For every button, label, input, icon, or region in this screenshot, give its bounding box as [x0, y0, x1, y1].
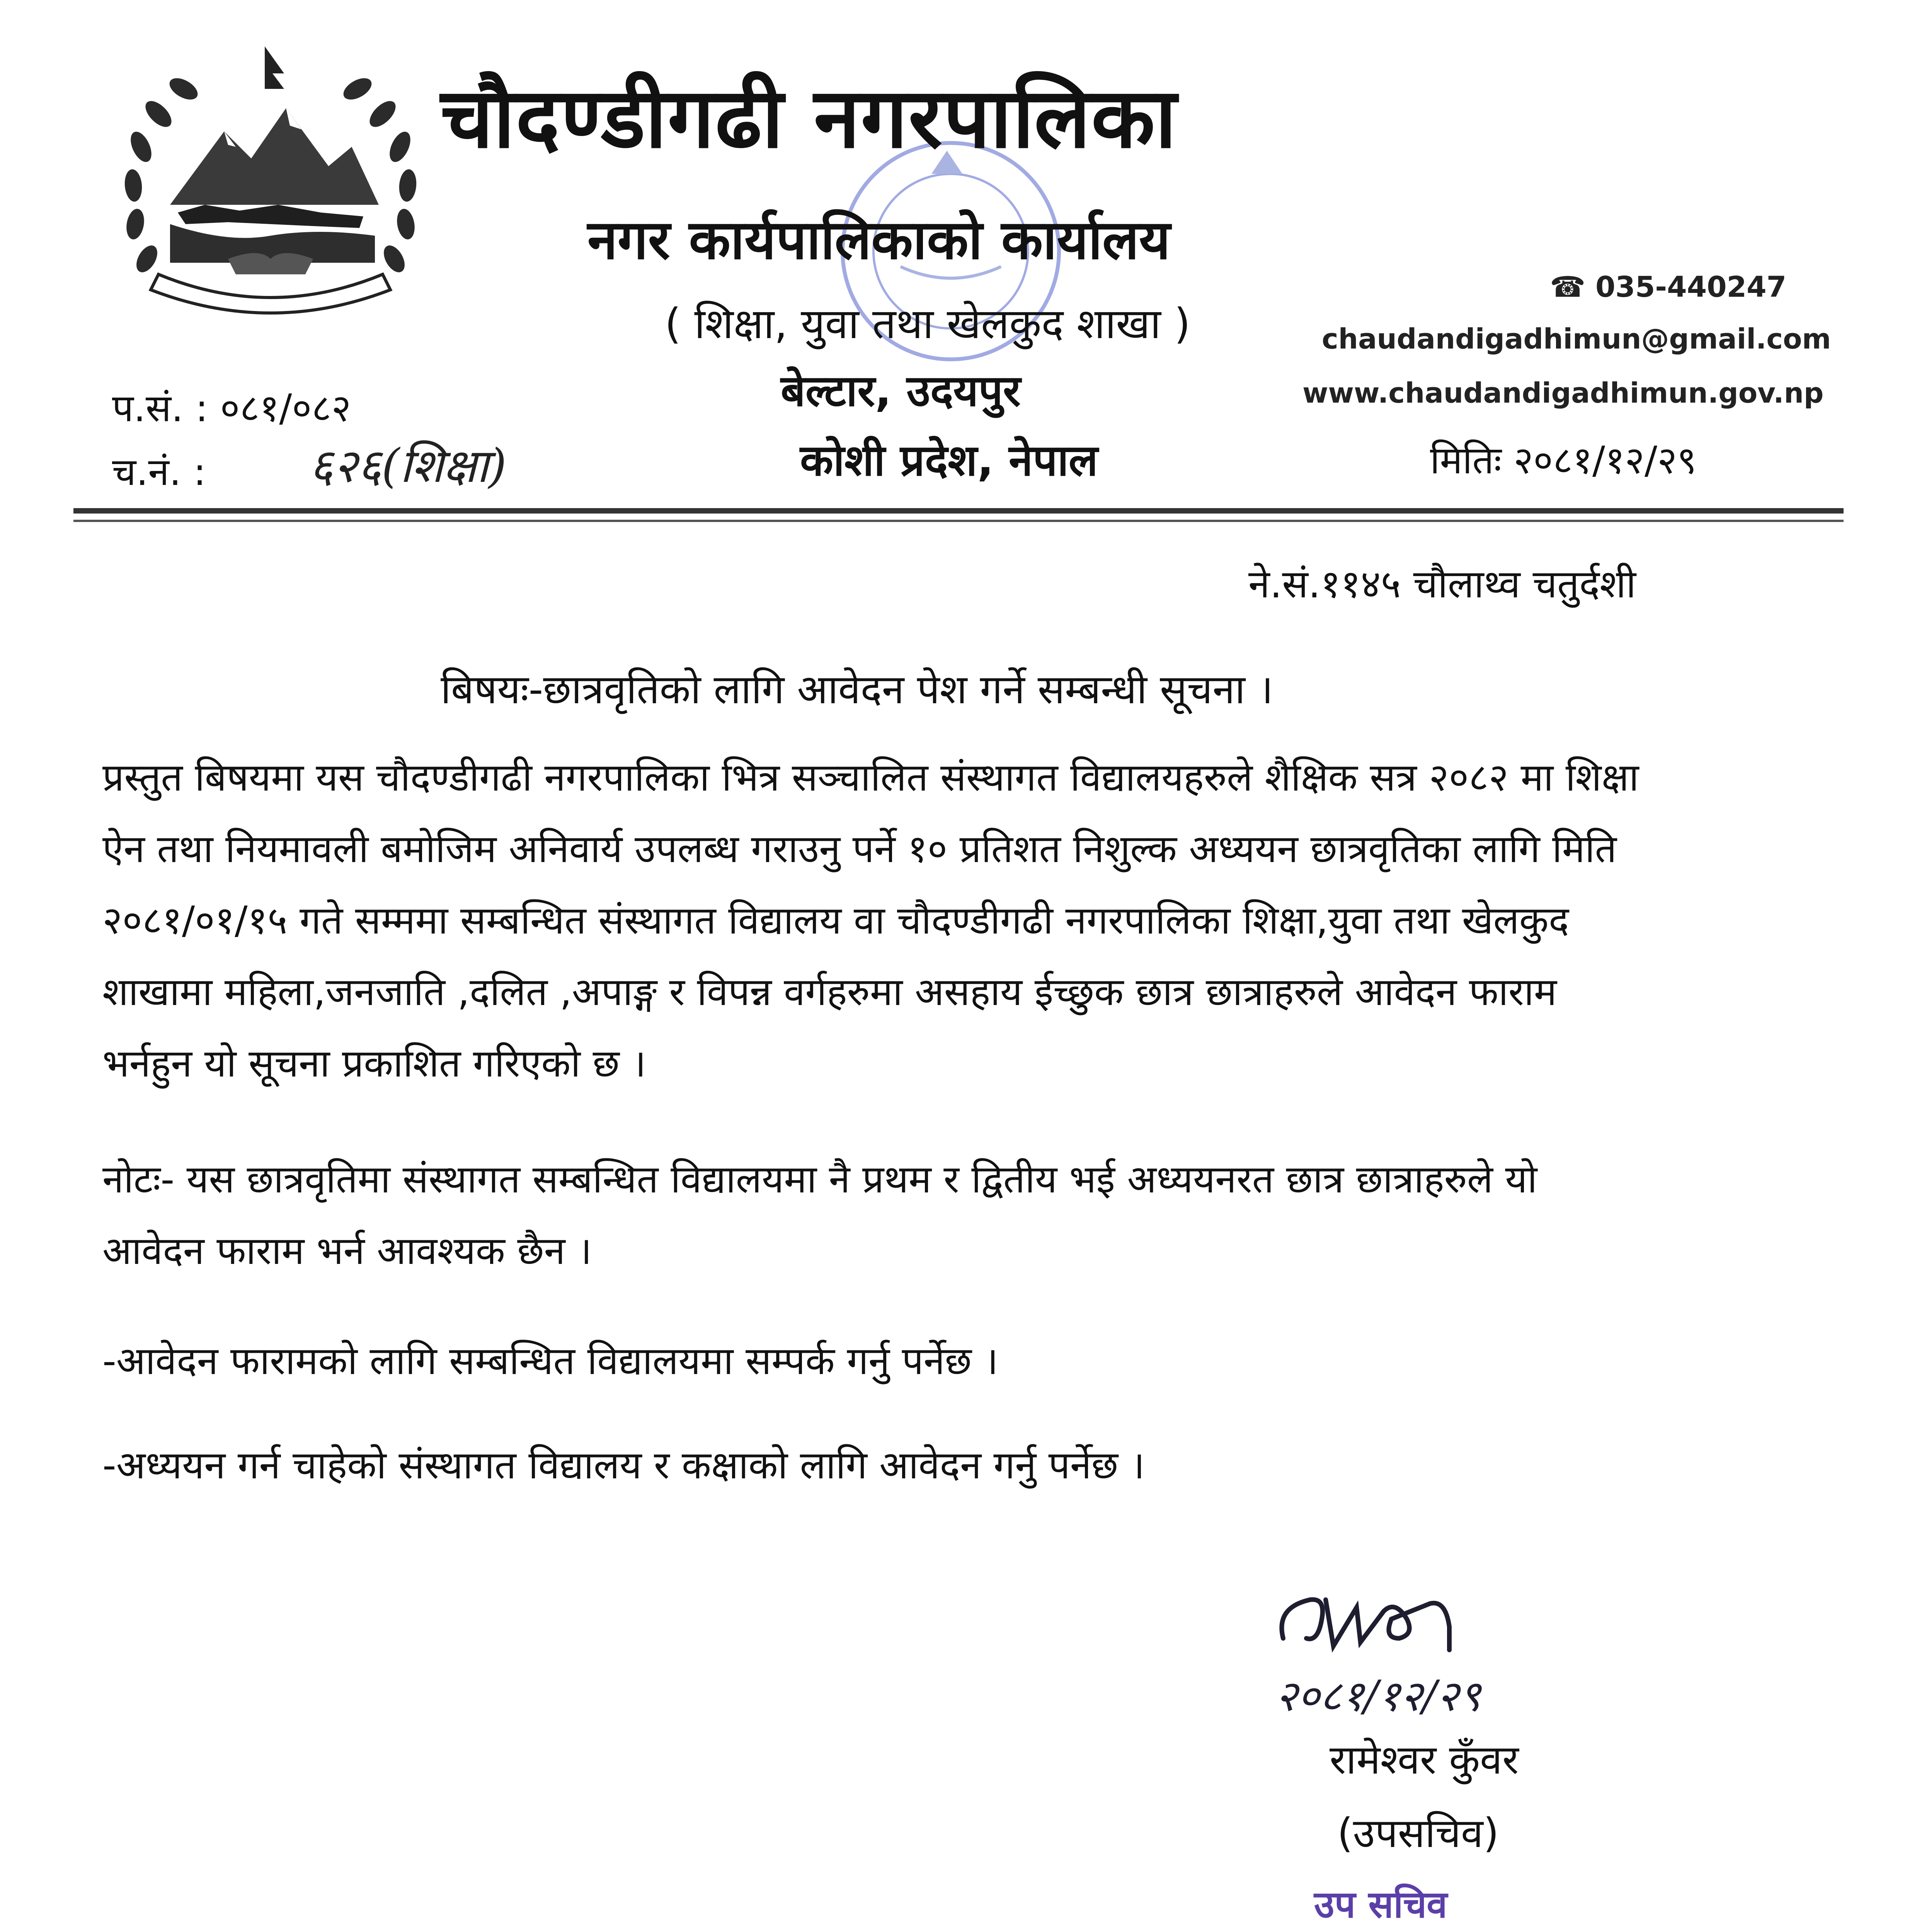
handwritten-signature: [1268, 1577, 1515, 1669]
main-paragraph: [102, 742, 1811, 1099]
instruction-1: -आवेदन फारामको लागि सम्बन्धित विद्यालयमा सम्पर्क गर्नु पर्नेछ ।: [102, 1339, 998, 1383]
note-line: नोटः- यस छात्रवृतिमा संस्थागत सम्बन्धित विद्यालयमा नै प्रथम र द्वितीय भई अध्ययनरत छात्र छात्राहरुले यो: [102, 1157, 1537, 1202]
email-address: chaudandigadhimun@gmail.com: [1322, 323, 1831, 355]
paragraph-line: ऐन तथा नियमावली बमोजिम अनिवार्य उपलब्ध गराउनु पर्ने १० प्रतिशत निशुल्क अध्ययन छात्रवृतिका लागि मिति: [102, 827, 1617, 871]
header-divider-thin: [73, 520, 1844, 522]
signatory-name: रामेश्वर कुँवर: [1330, 1736, 1519, 1783]
phone-number: ☎ 035-440247: [1550, 270, 1787, 304]
paragraph-line: २०८१/०१/१५ गते सम्ममा सम्बन्धित संस्थागत विद्यालय वा चौदण्डीगढी नगरपालिका शिक्षा,युवा तथा खेलकुद: [102, 898, 1569, 943]
website-address: www.chaudandigadhimun.gov.np: [1302, 377, 1824, 409]
subject-line: बिषयः-छात्रवृतिको लागि आवेदन पेश गर्ने सम्बन्धी सूचना ।: [441, 666, 1273, 713]
nepal-emblem-logo: [112, 43, 429, 321]
note-line: आवेदन फाराम भर्न आवश्यक छैन ।: [102, 1229, 592, 1273]
header-divider: [73, 508, 1844, 514]
office-name: नगर कार्यपालिकाको कार्यालय: [587, 209, 1171, 272]
instruction-2: -अध्ययन गर्न चाहेको संस्थागत विद्यालय र कक्षाको लागि आवेदन गर्नु पर्नेछ ।: [102, 1443, 1145, 1488]
paragraph-line: प्रस्तुत बिषयमा यस चौदण्डीगढी नगरपालिका भित्र सञ्चालित संस्थागत विद्यालयहरुले शैक्षिक सत्र २०८२ मा शिक्षा: [102, 755, 1639, 800]
branch-name: ( शिक्षा, युवा तथा खेलकुद शाखा ): [665, 300, 1191, 348]
signature-date-handwritten: २०८१/१२/२९: [1275, 1671, 1481, 1721]
address-line-2: कोशी प्रदेश, नेपाल: [800, 435, 1098, 486]
paragraph-line: भर्नहुन यो सूचना प्रकाशित गरिएको छ ।: [102, 1041, 646, 1086]
fax-phone-icon: ☎: [1550, 270, 1595, 304]
signatory-designation: (उपसचिव): [1337, 1810, 1499, 1857]
municipality-name: चौदण्डीगढी नगरपालिका: [441, 70, 1178, 167]
address-line-1: बेल्टार, उदयपुर: [781, 366, 1021, 416]
nepal-sambat-date: ने.सं.११४५ चौलाथ्व चतुर्दशी: [1248, 561, 1636, 607]
chalani-number-label: च.नं. :: [112, 450, 206, 494]
paragraph-line: शाखामा महिला,जनजाति ,दलित ,अपाङ्ग र विपन्न वर्गहरुमा असहाय ईच्छुक छात्र छात्राहरुले आवेदन फाराम: [102, 970, 1557, 1014]
letter-date: मितिः २०८१/१२/२९: [1430, 439, 1697, 483]
note-paragraph: [102, 1144, 1811, 1287]
chalani-number-handwritten: ६२६(शिक्षा): [309, 439, 507, 493]
patra-sankhya: प.सं. : ०८१/०८२: [112, 386, 351, 430]
designation-stamp: उप सचिव: [1314, 1883, 1447, 1926]
